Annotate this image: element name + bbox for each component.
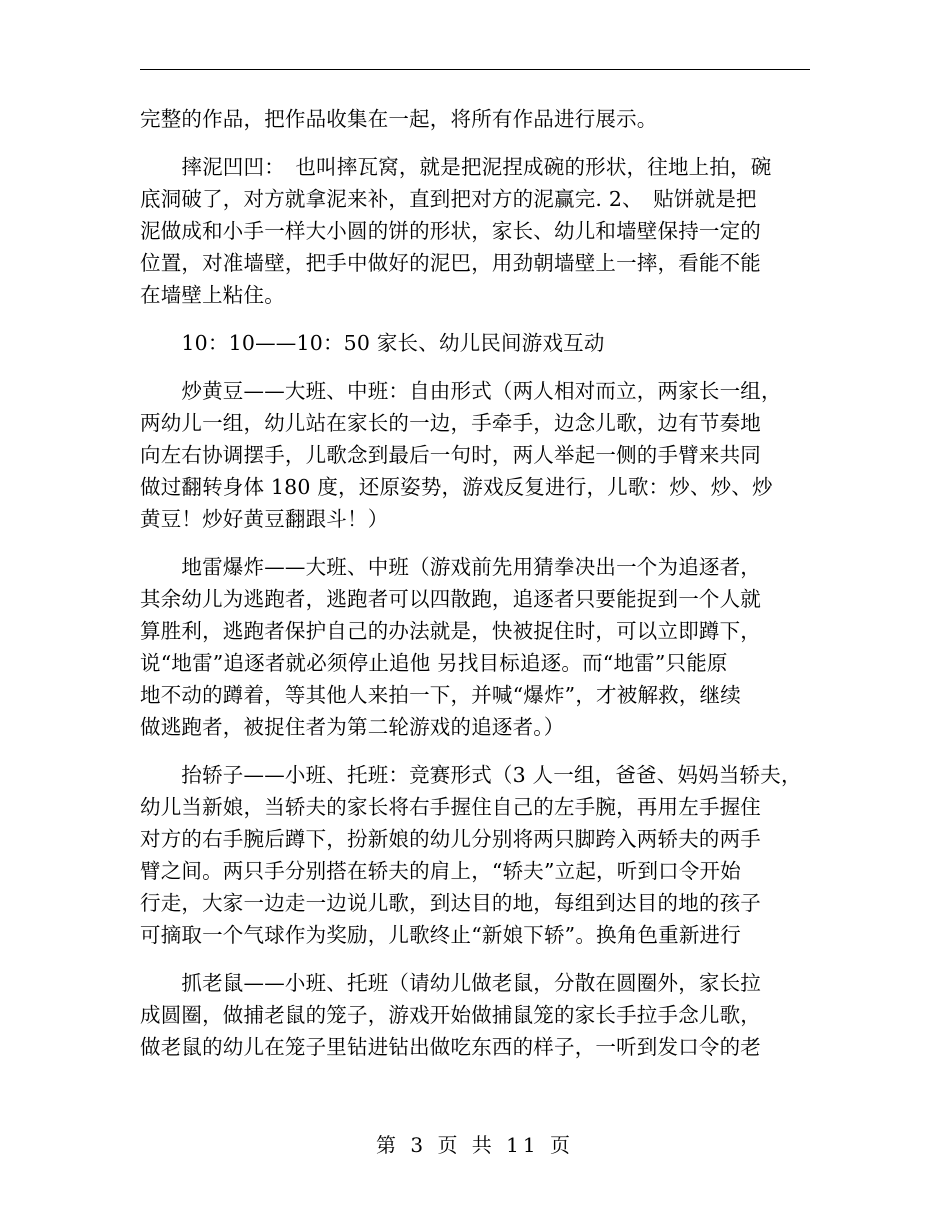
paragraph-mud-game (140, 151, 820, 311)
text-line: 摔泥凹凹： 也叫摔瓦窝，就是把泥捏成碗的形状，往地上拍，碗 (140, 155, 772, 179)
text-line: 做过翻转身体 180 度，还原姿势，游戏反复进行，儿歌：炒、炒、炒 (140, 475, 773, 499)
text-line: 在墙壁上粘住。 (140, 283, 285, 307)
paragraph-schedule (140, 327, 820, 359)
paragraph-works-display (140, 103, 820, 135)
text-line: 抬轿子——小班、托班：竞赛形式（3 人一组，爸爸、妈妈当轿夫， (140, 763, 802, 787)
text-line: 幼儿当新娘，当轿夫的家长将右手握住自己的左手腕，再用左手握住 (140, 795, 761, 819)
paragraph-landmine (140, 551, 820, 743)
page-number-footer: 第 3 页 共 11 页 (376, 1133, 574, 1157)
text-line: 可摘取一个气球作为奖励，儿歌终止“新娘下轿”。换角色重新进行 (140, 923, 741, 947)
text-line: 泥做成和小手一样大小圆的饼的形状，家长、幼儿和墙壁保持一定的 (140, 219, 761, 243)
paragraph-fry-beans (140, 375, 820, 535)
text-line: 对方的右手腕后蹲下，扮新娘的幼儿分别将两只脚跨入两轿夫的两手 (140, 827, 761, 851)
text-line: 10：10——10：50 家长、幼儿民间游戏互动 (140, 331, 605, 355)
text-line: 抓老鼠——小班、托班（请幼儿做老鼠，分散在圆圈外，家长拉 (140, 971, 761, 995)
text-line: 说“地雷”追逐者就必须停止追他 另找目标追逐。而“地雷”只能原 (140, 651, 728, 675)
text-line: 其余幼儿为逃跑者，逃跑者可以四散跑，追逐者只要能捉到一个人就 (140, 587, 761, 611)
text-line: 算胜利，逃跑者保护自己的办法就是，快被捉住时，可以立即蹲下， (140, 619, 761, 643)
text-line: 向左右协调摆手，儿歌念到最后一句时，两人举起一侧的手臂来共同 (140, 443, 761, 467)
document-body (140, 103, 820, 1079)
text-line: 黄豆！炒好黄豆翻跟斗！） (140, 507, 389, 531)
text-line: 做老鼠的幼儿在笼子里钻进钻出做吃东西的样子，一听到发口令的老 (140, 1035, 761, 1059)
text-line: 地不动的蹲着，等其他人来拍一下，并喊“爆炸”，才被解救，继续 (140, 683, 741, 707)
text-line: 做逃跑者，被捉住者为第二轮游戏的追逐者。） (140, 715, 565, 739)
paragraph-sedan-chair (140, 759, 820, 951)
text-line: 炒黄豆——大班、中班：自由形式（两人相对而立，两家长一组， (140, 379, 782, 403)
header-rule (140, 69, 810, 70)
text-line: 臂之间。两只手分别搭在轿夫的肩上，“轿夫”立起，听到口令开始 (140, 859, 741, 883)
paragraph-catch-mouse (140, 967, 820, 1063)
text-line: 成圆圈，做捕老鼠的笼子，游戏开始做捕鼠笼的家长手拉手念儿歌， (140, 1003, 761, 1027)
text-line: 位置，对准墙壁，把手中做好的泥巴，用劲朝墙壁上一摔，看能不能 (140, 251, 761, 275)
text-line: 底洞破了，对方就拿泥来补，直到把对方的泥赢完. 2、 贴饼就是把 (140, 187, 757, 211)
text-line: 地雷爆炸——大班、中班（游戏前先用猜拳决出一个为追逐者， (140, 555, 761, 579)
text-line: 完整的作品，把作品收集在一起，将所有作品进行展示。 (140, 107, 658, 131)
text-line: 两幼儿一组，幼儿站在家长的一边，手牵手，边念儿歌，边有节奏地 (140, 411, 761, 435)
text-line: 行走，大家一边走一边说儿歌，到达目的地，每组到达目的地的孩子 (140, 891, 761, 915)
